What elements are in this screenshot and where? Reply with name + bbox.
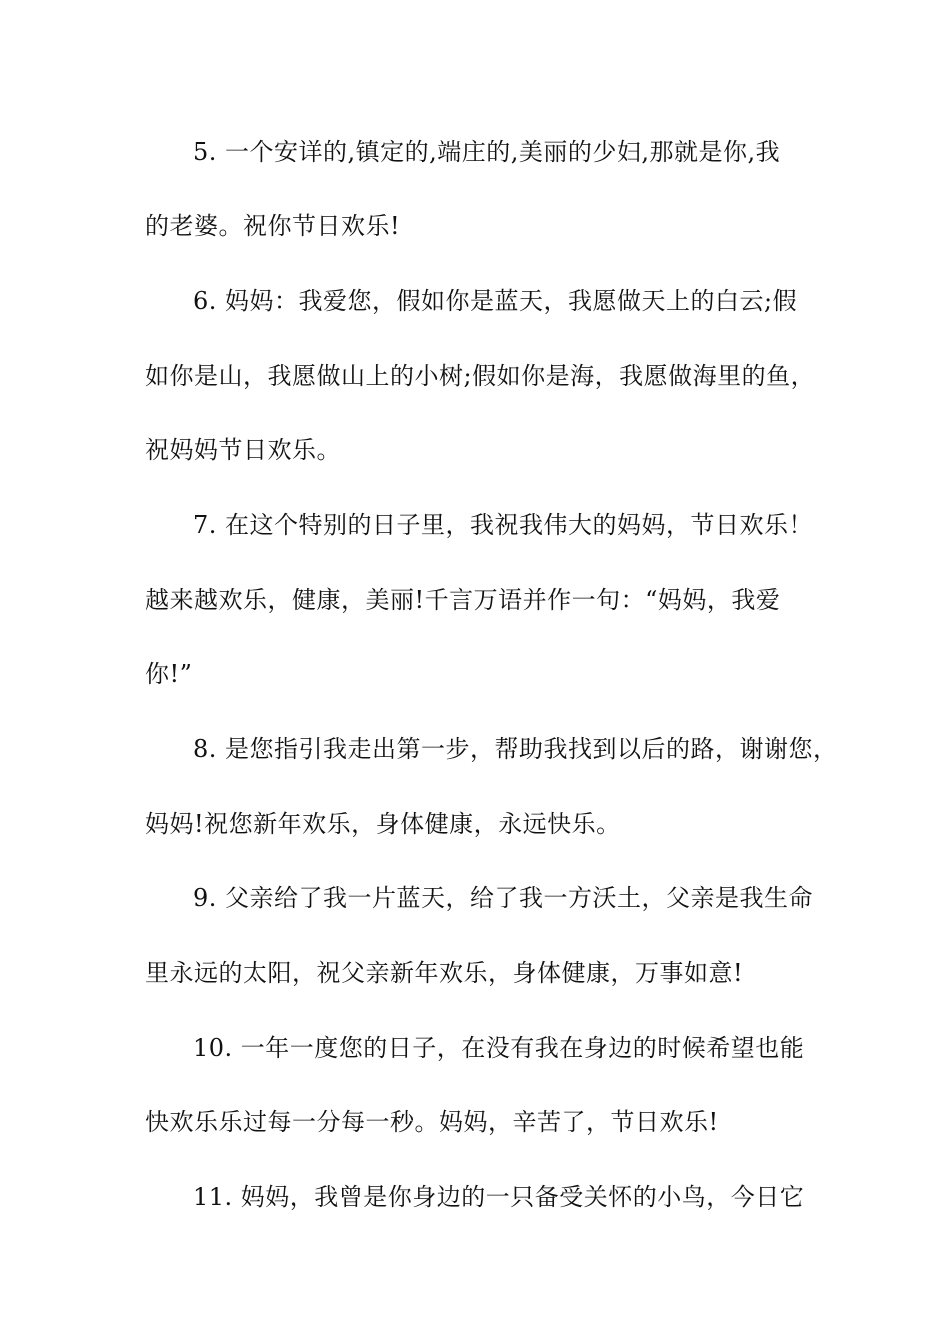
paragraph-7-line-3: 你!” — [145, 660, 193, 688]
paragraph-11-line-1: 11. 妈妈，我曾是你身边的一只备受关怀的小鸟，今日它 — [193, 1183, 805, 1211]
paragraph-9-line-2: 里永远的太阳，祝父亲新年欢乐，身体健康，万事如意! — [145, 959, 744, 987]
paragraph-10-line-1: 10. 一年一度您的日子，在没有我在身边的时候希望也能 — [193, 1034, 805, 1062]
paragraph-6-line-3: 祝妈妈节日欢乐。 — [145, 436, 341, 464]
paragraph-5-line-1: 5. 一个安详的,镇定的,端庄的,美丽的少妇,那就是你,我 — [193, 138, 781, 166]
paragraph-9-line-1: 9. 父亲给了我一片蓝天，给了我一方沃土，父亲是我生命 — [193, 884, 814, 912]
paragraph-6-line-2: 如你是山，我愿做山上的小树;假如你是海，我愿做海里的鱼， — [145, 362, 816, 390]
paragraph-6-line-1: 6. 妈妈：我爱您，假如你是蓝天，我愿做天上的白云;假 — [193, 287, 798, 315]
paragraph-5-line-2: 的老婆。祝你节日欢乐! — [145, 212, 401, 240]
paragraph-7-line-2: 越来越欢乐，健康，美丽!千言万语并作一句：“妈妈，我爱 — [145, 586, 781, 614]
paragraph-7-line-1: 7. 在这个特别的日子里，我祝我伟大的妈妈，节日欢乐！ — [193, 511, 814, 539]
paragraph-10-line-2: 快欢乐乐过每一分每一秒。妈妈，辛苦了，节日欢乐! — [145, 1108, 719, 1136]
paragraph-8-line-2: 妈妈!祝您新年欢乐，身体健康，永远快乐。 — [145, 810, 621, 838]
paragraph-8-line-1: 8. 是您指引我走出第一步，帮助我找到以后的路，谢谢您， — [193, 735, 838, 763]
